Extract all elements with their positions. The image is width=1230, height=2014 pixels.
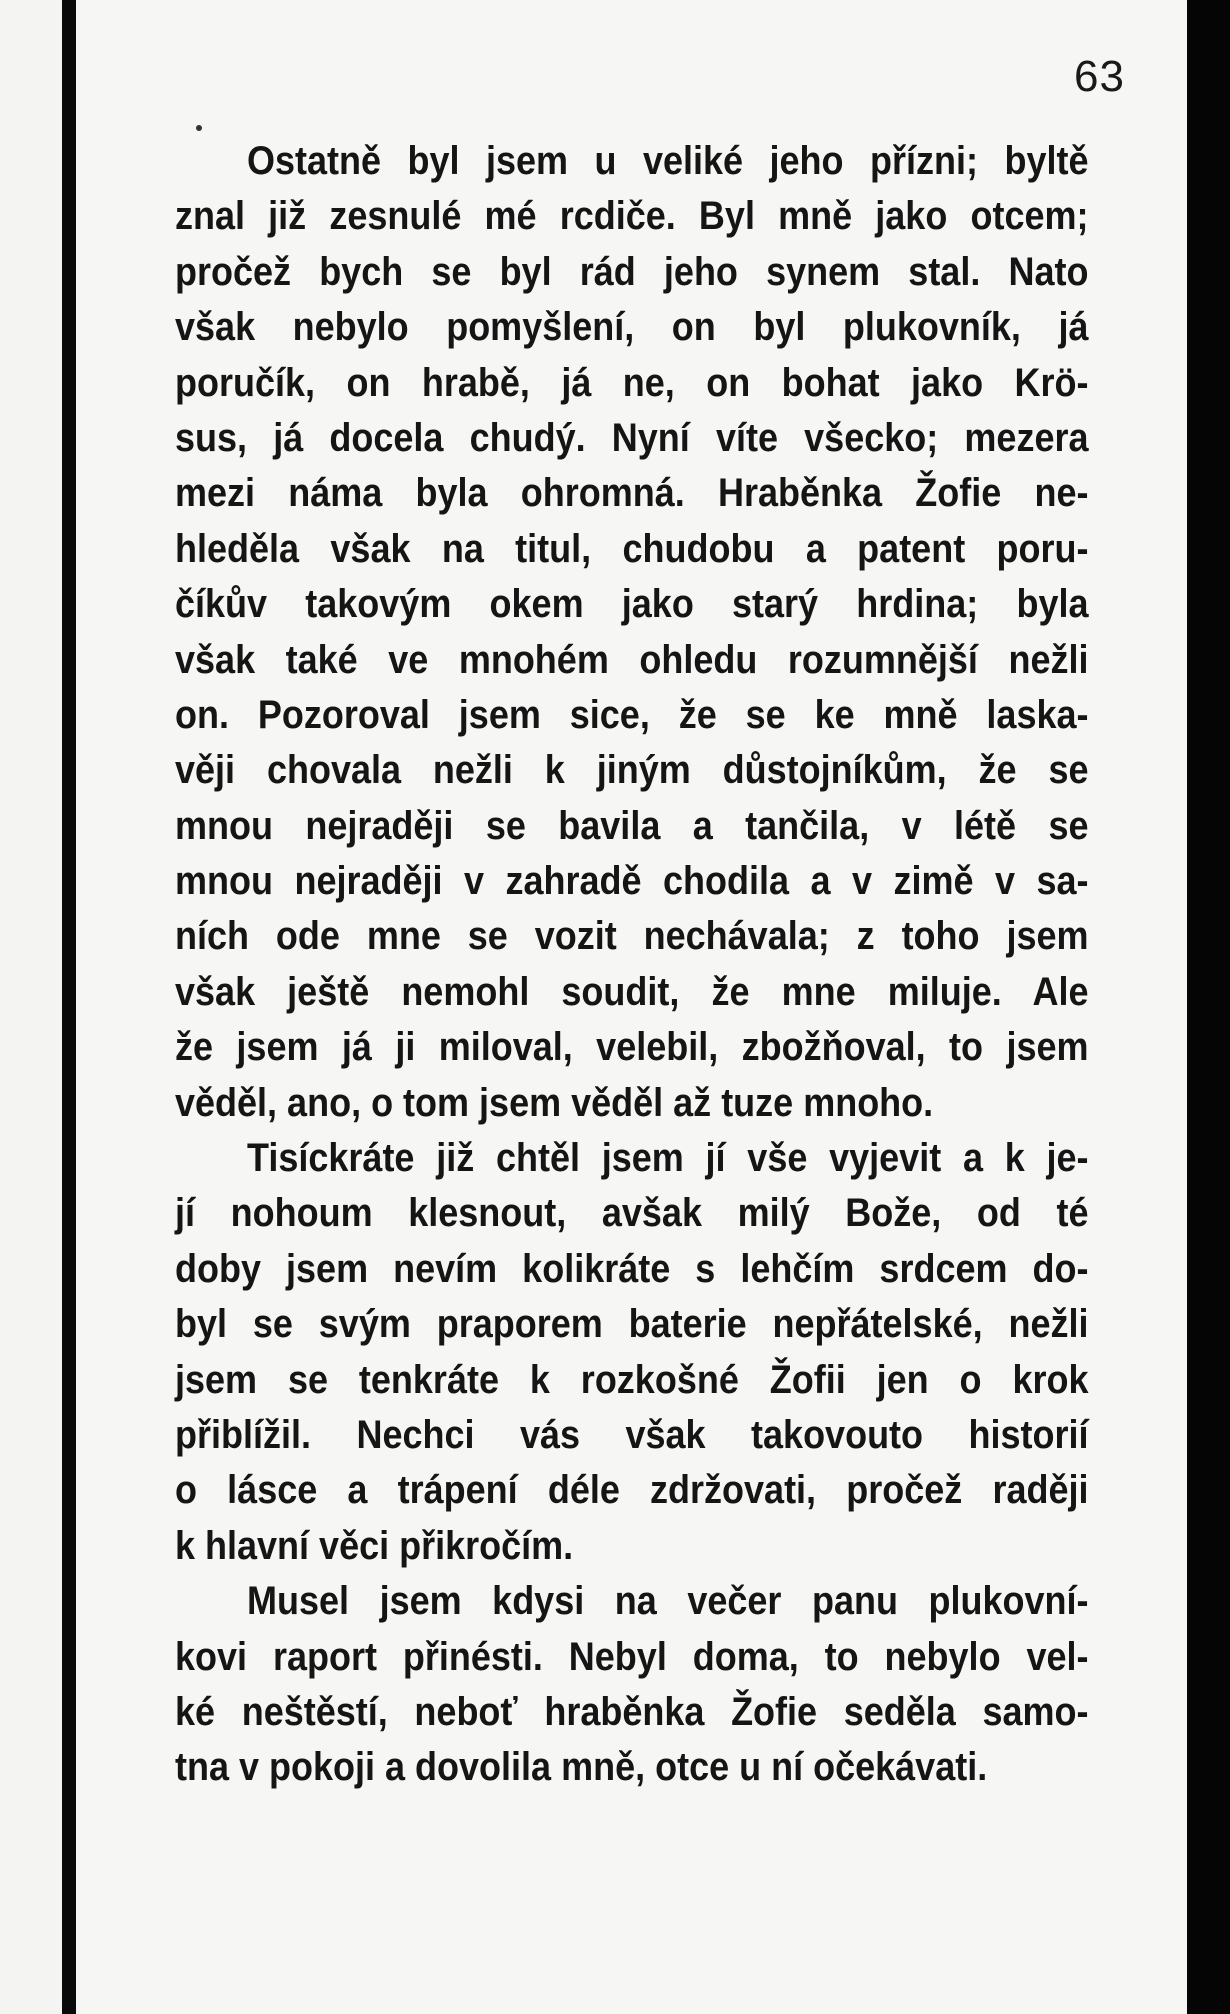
text-line: Musel jsem kdysi na večer panu plukovní-	[247, 1579, 1089, 1624]
text-line: doby jsem nevím kolikráte s lehčím srdcem do-	[175, 1246, 1089, 1291]
text-line: on. Pozoroval jsem sice, že se ke mně laska-	[175, 692, 1089, 737]
previous-page-edge	[0, 0, 62, 2014]
text-line: hleděla však na titul, chudobu a patent poru-	[175, 526, 1089, 571]
text-line: věji chovala nežli k jiným důstojníkům, že se	[175, 748, 1089, 793]
text-line: ních ode mne se vozit nechávala; z toho jsem	[175, 914, 1089, 959]
text-line: přiblížil. Nechci vás však takovouto historií	[175, 1412, 1089, 1457]
text-line: kovi raport přinésti. Nebyl doma, to nebylo vel-	[175, 1634, 1089, 1679]
text-line: k hlavní věci přikročím.	[175, 1523, 574, 1568]
book-page	[76, 0, 1187, 2014]
text-line: znal již zesnulé mé rcdiče. Byl mně jako otcem;	[175, 194, 1089, 239]
text-line: Tisíckráte již chtěl jsem jí vše vyjevit a k je-	[247, 1136, 1089, 1181]
text-line: číkův takovým okem jako starý hrdina; byla	[175, 582, 1089, 627]
text-line: sus, já docela chudý. Nyní víte všecko; mezera	[175, 415, 1089, 460]
body-text	[175, 134, 1089, 1796]
text-line: že jsem já ji miloval, velebil, zbožňoval, to jsem	[175, 1025, 1089, 1070]
text-line: pročež bych se byl rád jeho synem stal. Nato	[175, 249, 1089, 294]
text-line: byl se svým praporem baterie nepřátelské, nežli	[175, 1302, 1089, 1347]
text-line: tna v pokoji a dovolila mně, otce u ní očekávati.	[175, 1745, 988, 1790]
text-line: však nebylo pomyšlení, on byl plukovník, já	[175, 305, 1089, 350]
page-edge-shadow	[1187, 0, 1230, 2014]
print-speck	[196, 125, 202, 131]
text-line: poručík, on hrabě, já ne, on bohat jako Krö-	[175, 360, 1089, 405]
text-line: mnou nejraději se bavila a tančila, v létě se	[175, 803, 1089, 848]
book-gutter	[62, 0, 76, 2014]
text-line: mezi náma byla ohromná. Hraběnka Žofie ne-	[175, 471, 1089, 516]
text-line: mnou nejraději v zahradě chodila a v zimě v sa-	[175, 859, 1089, 904]
text-line: však ještě nemohl soudit, že mne miluje. Ale	[175, 969, 1089, 1014]
page-number: 63	[1074, 52, 1125, 101]
text-line: o lásce a trápení déle zdržovati, pročež raději	[175, 1468, 1089, 1513]
text-line: jí nohoum klesnout, avšak milý Bože, od té	[175, 1191, 1089, 1236]
text-line: Ostatně byl jsem u veliké jeho přízni; byltě	[247, 139, 1089, 183]
text-line: věděl, ano, o tom jsem věděl až tuze mnoho.	[175, 1080, 934, 1125]
text-line: ké neštěstí, neboť hraběnka Žofie seděla samo-	[175, 1689, 1089, 1734]
text-line: jsem se tenkráte k rozkošné Žofii jen o krok	[175, 1357, 1089, 1402]
text-line: však také ve mnohém ohledu rozumnější nežli	[175, 637, 1089, 682]
